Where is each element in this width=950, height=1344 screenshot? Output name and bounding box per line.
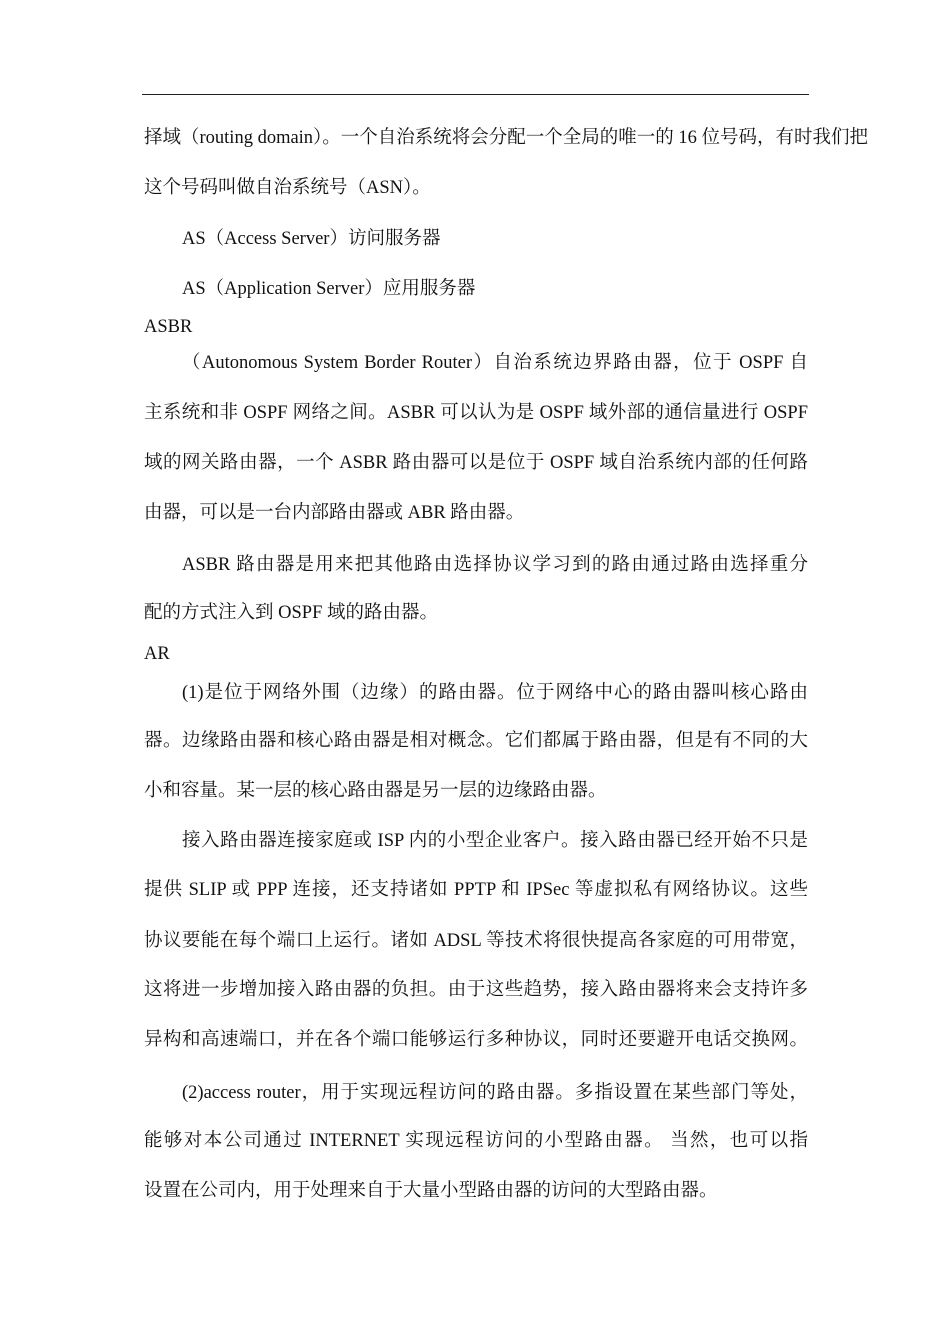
paragraph-line: 设置在公司内，用于处理来自于大量小型路由器的访问的大型路由器。: [144, 1181, 718, 1201]
paragraph-line: 小和容量。某一层的核心路由器是另一层的边缘路由器。: [144, 781, 607, 801]
paragraph-line: 异构和高速端口，并在各个端口能够运行多种协议，同时还要避开电话交换网。: [144, 1030, 808, 1050]
term-heading: ASBR: [144, 317, 193, 337]
paragraph-line: 能够对本公司通过 INTERNET 实现远程访问的小型路由器。 当然，也可以指: [144, 1131, 808, 1151]
paragraph-line: 提供 SLIP 或 PPP 连接，还支持诸如 PPTP 和 IPSec 等虚拟私有网络协议。这些: [144, 880, 808, 900]
paragraph-line: 主系统和非 OSPF 网络之间。ASBR 可以认为是 OSPF 域外部的通信量进行 OSPF: [144, 403, 808, 423]
paragraph-line: (2)access router，用于实现远程访问的路由器。多指设置在某些部门等处，: [182, 1083, 808, 1103]
term-heading: AR: [144, 644, 170, 664]
paragraph-line: （Autonomous System Border Router）自治系统边界路由器，位于 OSPF 自: [182, 353, 808, 373]
paragraph-line: 由器，可以是一台内部路由器或 ABR 路由器。: [144, 503, 525, 523]
paragraph-line: 域的网关路由器，一个 ASBR 路由器可以是位于 OSPF 域自治系统内部的任何路: [144, 453, 808, 473]
paragraph-line: 择域（routing domain）。一个自治系统将会分配一个全局的唯一的 16 位号码，有时我们把: [144, 128, 869, 148]
paragraph-line: 这将进一步增加接入路由器的负担。由于这些趋势，接入路由器将来会支持许多: [144, 980, 808, 1000]
paragraph-line: (1)是位于网络外围（边缘）的路由器。位于网络中心的路由器叫核心路由: [182, 683, 808, 703]
paragraph-line: 协议要能在每个端口上运行。诸如 ADSL 等技术将很快提高各家庭的可用带宽，: [144, 931, 808, 951]
header-rule: [142, 94, 809, 95]
paragraph-line: 器。边缘路由器和核心路由器是相对概念。它们都属于路由器，但是有不同的大: [144, 731, 808, 751]
term-line: AS（Access Server）访问服务器: [182, 229, 441, 249]
paragraph-line: ASBR 路由器是用来把其他路由选择协议学习到的路由通过路由选择重分: [182, 555, 808, 575]
paragraph-line: 配的方式注入到 OSPF 域的路由器。: [144, 603, 438, 623]
paragraph-line: 接入路由器连接家庭或 ISP 内的小型企业客户。接入路由器已经开始不只是: [182, 831, 808, 851]
term-line: AS（Application Server）应用服务器: [182, 279, 476, 299]
paragraph-line: 这个号码叫做自治系统号（ASN）。: [144, 178, 431, 198]
